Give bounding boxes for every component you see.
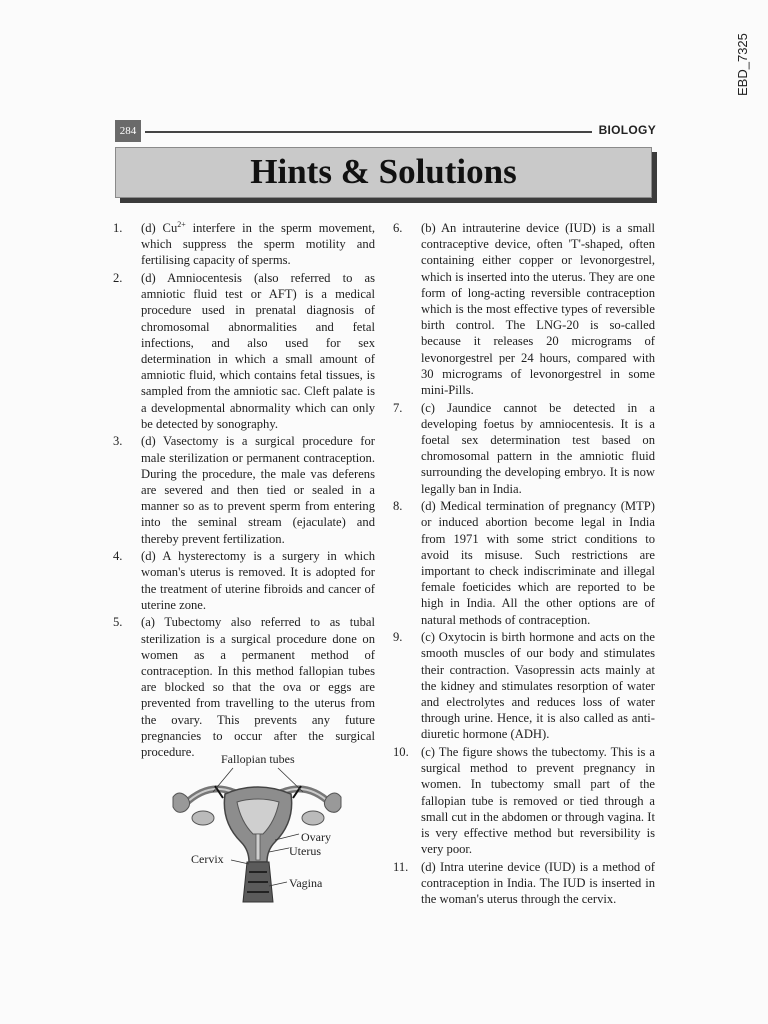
female-reproductive-system-figure	[163, 752, 351, 914]
item-number: 8.	[393, 499, 403, 514]
header-rule	[145, 131, 592, 133]
item-number: 1.	[113, 221, 123, 235]
item-text: (c) Oxytocin is birth hormone and acts on the smooth muscles of our body and stimulates their contraction. Vasopressin acts mainly at the kidney and stimulates resorption of water and electrolytes and reduces loss of water through urine. Hence, it is also called as anti-diuretic hormone (ADH).	[421, 630, 655, 742]
document-code: EBD_7325	[735, 33, 750, 96]
solution-item	[113, 614, 375, 760]
label-cervix: Cervix	[191, 852, 224, 866]
item-text: (d) Vasectomy is a surgical procedure for male sterilization or permanent contraception. During the procedure, the male vas deferens are severed and then tied or sealed in a manner so as to prevent sperm from entering into the seminal stream (ejaculate) and thereby prevent fertilization.	[141, 434, 375, 546]
label-ovary: Ovary	[301, 830, 331, 844]
page-number: 284	[115, 120, 141, 142]
label-vagina: Vagina	[289, 876, 323, 890]
item-number: 7.	[393, 400, 403, 415]
item-number: 11.	[393, 859, 409, 874]
solution-item	[393, 220, 655, 398]
item-number: 9.	[393, 630, 403, 645]
solution-item	[393, 629, 655, 742]
label-fallopian-tubes: Fallopian tubes	[221, 752, 295, 766]
item-text: (d) $Cu^{2+}$ interfere in the sperm movement, which suppress the sperm motility and fertilising capacity of sperms.	[141, 219, 376, 268]
solution-item	[113, 220, 375, 269]
right-column	[393, 220, 655, 909]
item-text: (b) An intrauterine device (IUD) is a small contraceptive device, often 'T'-shaped, often containing either copper or levonorgestrel, which is inserted into the uterus. They are one form of long-acting reversible contraception which is the most effective types of reversible birth control. The LNG-20 is so-called because it releases 20 micrograms of levonorgestrel per 24 hours, compared with 30 micrograms of levonorgestrel in some mini-Pills.	[421, 221, 655, 398]
solution-item	[393, 400, 655, 497]
subject-label: BIOLOGY	[598, 123, 656, 137]
item-text: (d) Intra uterine device (IUD) is a method of contraception in India. The IUD is inserted in the woman's uterus through the cervix.	[421, 859, 655, 907]
item-text: (c) Jaundice cannot be detected in a developing foetus by amniocentesis. It is a foetal sex determination test based on chromosomal pattern in the amniotic fluid surrounding the developing embryo. It is now legally ban in India.	[421, 400, 655, 496]
charge-superscript: 2+	[177, 219, 186, 229]
item-number: 4.	[113, 549, 123, 564]
left-column	[113, 220, 375, 762]
item-text: (c) The figure shows the tubectomy. This is a surgical method to prevent pregnancy in women. In tubectomy small part of the fallopian tube is removed or tied through a small cut in the abdomen or through vagina. It is very effective method but reversibility is very poor.	[421, 745, 655, 857]
solution-item	[393, 744, 655, 857]
item-number: 6.	[393, 221, 403, 235]
item-number: 10.	[393, 745, 409, 760]
item-text: (a) Tubectomy also referred to as tubal sterilization is a surgical procedure done on women as a permanent method of contraception. In this method fallopian tubes are blocked so that the ova or eggs are prevented from travelling to the uterus from the ovary. This prevents any future pregnancies to occur after the surgical procedure.	[141, 615, 375, 760]
item-text: (d) Medical termination of pregnancy (MTP) or induced abortion become legal in India from 1971 with some strict conditions to avoid its misuse. Such restrictions are important to check indiscriminate and illegal female foeticides which are reported to be high in India. All the other options are of natural methods of contraception.	[421, 499, 655, 627]
solution-item	[393, 859, 655, 908]
item-number: 2.	[113, 271, 123, 285]
solution-item	[393, 498, 655, 628]
solution-item	[113, 548, 375, 613]
solution-item	[113, 270, 375, 432]
label-uterus: Uterus	[289, 844, 321, 858]
solution-item	[113, 433, 375, 546]
page-title: Hints & Solutions	[250, 152, 517, 191]
item-number: 3.	[113, 434, 123, 449]
item-number: 5.	[113, 615, 123, 630]
item-text: (d) Amniocentesis (also referred to as amniotic fluid test or AFT) is a medical procedure used in prenatal diagnosis of chromosomal abnormalities and fetal infections, and also used for sex determination in which a small amount of amniotic fluid, which contains fetal tissues, is sampled from the amniotic sac. Cleft palate is a developmental abnormality which can only be detected by sonography.	[141, 271, 375, 431]
item-text: (d) A hysterectomy is a surgery in which woman's uterus is removed. It is adopted for the treatment of uterine fibroids and cancer of uterine zone.	[141, 549, 375, 612]
page-header	[115, 118, 656, 144]
title-banner	[115, 147, 652, 198]
